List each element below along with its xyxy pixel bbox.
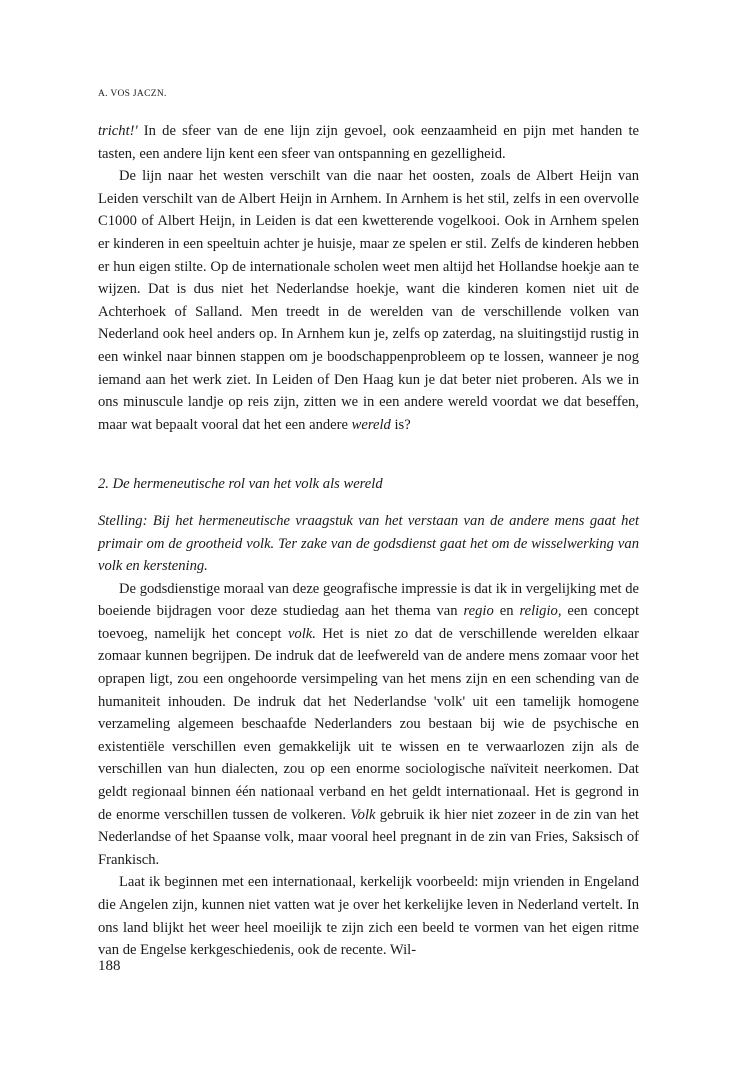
paragraph-continuation [98, 120, 639, 165]
page-body [98, 120, 639, 962]
paragraph-text: gebruik ik hier niet zozeer in de zin van het Nederlandse of het Spaanse volk, maar vooral heel pregnant in de zin van Fries, Saksisch of Frankisch. [98, 806, 639, 868]
italic-text: wereld [351, 416, 391, 433]
italic-text: Volk [350, 806, 376, 823]
paragraph-text: Het is niet zo dat de verschillende werelden elkaar zomaar kunnen begrijpen. De indruk dat de leefwereld van de andere mens zomaar voor het oprapen ligt, zou een ongehoorde versimpeling van het mens zijn en een schending van de humaniteit inhouden. De indruk dat het Nederlandse 'volk' uit een tamelijk homogene verzameling algemeen beschaafde Nederlanders zou bestaan bij wie de psychische en existentiële verschillen even gemakkelijk uit te wissen en te verwaarlozen zijn als de verschillen van hun dialecten, zou op een enorme sociologische naïviteit neerkomen. Dat geldt regionaal binnen één nationaal verband en het geldt internationaal. Het is gegrond in de enorme verschillen tussen de volkeren. [98, 625, 639, 823]
paragraph-volk [98, 578, 639, 872]
italic-text: regio [463, 603, 494, 620]
paragraph-text: en [493, 603, 520, 620]
page-number: 188 [98, 958, 121, 974]
paragraph-text: In de sfeer van de ene lijn zijn gevoel, ook eenzaamheid en pijn met handen te tasten, een andere lijn kent een sfeer van ontspanning en gezelligheid. [98, 123, 639, 162]
paragraph-text: is? [390, 416, 411, 433]
thesis-statement: Stelling: Bij het hermeneutische vraagstuk van het verstaan van de andere mens gaat het primair om de grootheid volk. Ter zake van de godsdienst gaat het om de wisselwerking van volk en kerstening. [98, 512, 639, 575]
italic-text: volk. [287, 625, 316, 642]
paragraph-text: De godsdienstige moraal van deze geografische impressie is dat ik in vergelijking met de boeiende bijdragen voor deze studiedag aan het thema van [98, 580, 639, 620]
running-head: A. VOS JACZN. [98, 89, 167, 99]
paragraph-engeland: Laat ik beginnen met een internationaal, kerkelijk voorbeeld: mijn vrienden in Engeland die Angelen zijn, kunnen niet vatten wat je over het kerkelijke leven in Nederland vertelt. In ons land blijkt het weer heel moeilijk te zijn zich een beeld te vormen van het eigen ritme van de Engelse kerkgeschiedenis, ook de recente. Wil- [98, 874, 639, 959]
italic-text: religio [519, 603, 558, 620]
italic-text: tricht!' [98, 123, 138, 139]
paragraph-text: , een concept toevoeg, namelijk het concept [98, 603, 639, 642]
paragraph-arnhem-leiden [98, 165, 639, 436]
section-heading: 2. De hermeneutische rol van het volk als wereld [98, 476, 383, 493]
paragraph-text: De lijn naar het westen verschilt van die naar het oosten, zoals de Albert Heijn van Leiden verschilt van de Albert Heijn in Arnhem. In Arnhem is het stil, zelfs in een overvolle C1000 of Albert Heijn, in Leiden is dat een kwetterende vogelkooi. Ook in Arnhem spelen er kinderen in een speeltuin achter je huisje, maar ze spelen er stil. Zelfs de kinderen hebben er hun eigen stilte. Op de internationale scholen weet men altijd het Hollandse hoekje aan te wijzen. Dat is dus niet het Nederlandse hoekje, want die kinderen komen niet uit de Achterhoek of Salland. Men treedt in de werelden van de verschillende volken van Nederland ook heel anders op. In Arnhem kun je, zelfs op zaterdag, na sluitingstijd rustig in een winkel naar binnen stappen om je boodschappenprobleem op te lossen, wanneer je nog iemand aan het werk ziet. In Leiden of Den Haag kun je dat beter niet proberen. Als we in ons minuscule landje op reis zijn, zitten we in een andere wereld voordat we dat beseffen, maar wat bepaalt vooral dat het een andere [98, 168, 639, 433]
